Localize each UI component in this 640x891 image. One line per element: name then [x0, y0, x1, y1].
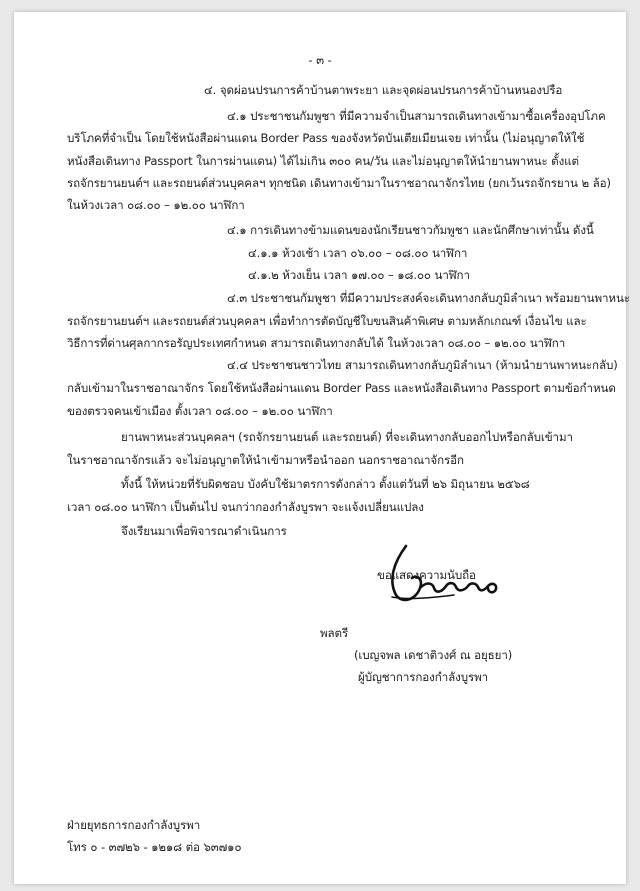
paragraph-line: เวลา ๐๘.๐๐ นาฬิกา เป็นต้นไป จนกว่ากองกำลังบูรพา จะแจ้งเปลี่ยนแปลง	[67, 500, 424, 514]
paragraph-line: ๔.๑ ประชาชนกัมพูชา ที่มีความจำเป็นสามารถเดินทางเข้ามาซื้อเครื่องอุปโภค	[227, 109, 606, 123]
closing-salutation: ขอแสดงความนับถือ	[377, 568, 476, 582]
paragraph-line: ๔.๔ ประชาชนชาวไทย สามารถเดินทางกลับภูมิลำเนา (ห้ามนำยานพาหนะกลับ)	[227, 358, 618, 372]
paragraph-line: วิธีการที่ด่านศุลกากรอรัญประเทศกำหนด สามารถเดินทางกลับได้ ในห้วงเวลา ๐๘.๐๐ – ๑๒.๐๐ นาฬิกา	[67, 336, 566, 350]
paragraph-line: บริโภคที่จำเป็น โดยใช้หนังสือผ่านแดน Border Pass ของจังหวัดบันเตียเมียนเจย เท่านั้น (ไม่อนุญาตให้ใช้	[67, 131, 585, 145]
paragraph-line: กลับเข้ามาในราชอาณาจักร โดยใช้หนังสือผ่านแดน Border Pass และหนังสือเดินทาง Passport ตามข้อกำหนด	[67, 381, 616, 395]
subsection-heading: ๔.๑ การเดินทางข้ามแดนของนักเรียนชาวกัมพูชา และนักศึกษาเท่านั้น ดังนี้	[227, 223, 594, 237]
paragraph-line: รถจักรยานยนต์ฯ และรถยนต์ส่วนบุคคลฯ เพื่อทำการตัดบัญชีใบขนสินค้าพิเศษ ตามหลักเกณฑ์ เงื่อนไข และ	[67, 314, 587, 328]
document-page	[14, 12, 630, 884]
signer-rank: พลตรี	[320, 626, 349, 640]
schedule-evening: ๔.๑.๒ ห้วงเย็น เวลา ๑๗.๐๐ – ๑๘.๐๐ นาฬิกา	[248, 268, 470, 282]
signer-name: (เบญจพล เดชาติวงศ์ ณ อยุธยา)	[354, 648, 513, 662]
paragraph-line: ๔.๓ ประชาชนกัมพูชา ที่มีความประสงค์จะเดินทางกลับภูมิลำเนา พร้อมยานพาหนะ	[227, 291, 630, 305]
paragraph-line: รถจักรยานยนต์ฯ และรถยนต์ส่วนบุคคลฯ ทุกชนิด เดินทางเข้ามาในราชอาณาจักรไทย (ยกเว้นรถจักรยาน ๒ ล้อ)	[67, 176, 611, 190]
signature-image	[376, 540, 506, 612]
signer-title: ผู้บัญชาการกองกำลังบูรพา	[358, 670, 489, 684]
section-heading: ๔. จุดผ่อนปรนการค้าบ้านตาพระยา และจุดผ่อนปรนการค้าบ้านหนองปรือ	[204, 83, 563, 97]
paragraph-line: ของตรวจคนเข้าเมือง ตั้งเวลา ๐๘.๐๐ – ๑๒.๐๐ นาฬิกา	[67, 404, 333, 418]
schedule-morning: ๔.๑.๑ ห้วงเช้า เวลา ๐๖.๐๐ – ๐๘.๐๐ นาฬิกา	[248, 246, 468, 260]
paragraph-line: ยานพาหนะส่วนบุคคลฯ (รถจักรยานยนต์ และรถยนต์) ที่จะเดินทางกลับออกไปหรือกลับเข้ามา	[121, 430, 573, 444]
paragraph-line: ในห้วงเวลา ๐๘.๐๐ – ๑๒.๐๐ นาฬิกา	[67, 198, 245, 212]
page-number: - ๓ -	[308, 53, 332, 67]
request-line: จึงเรียนมาเพื่อพิจารณาดำเนินการ	[121, 524, 287, 538]
footer-department: ฝ่ายยุทธการกองกำลังบูรพา	[67, 818, 201, 832]
paragraph-line: หนังสือเดินทาง Passport ในการผ่านแดน) ได้ไม่เกิน ๓๐๐ คน/วัน และไม่อนุญาตให้นำยานพาหนะ ตั้งแต่	[67, 154, 579, 168]
paragraph-line: ทั้งนี้ ให้หน่วยที่รับผิดชอบ บังคับใช้มาตรการดังกล่าว ตั้งแต่วันที่ ๒๖ มิถุนายน ๒๕๖๘	[121, 477, 530, 491]
footer-phone: โทร ๐ - ๓๗๒๖ - ๑๒๑๘ ต่อ ๖๓๗๑๐	[67, 840, 242, 854]
paragraph-line: ในราชอาณาจักรแล้ว จะไม่อนุญาตให้นำเข้ามาหรือนำออก นอกราชอาณาจักรอีก	[67, 453, 464, 467]
